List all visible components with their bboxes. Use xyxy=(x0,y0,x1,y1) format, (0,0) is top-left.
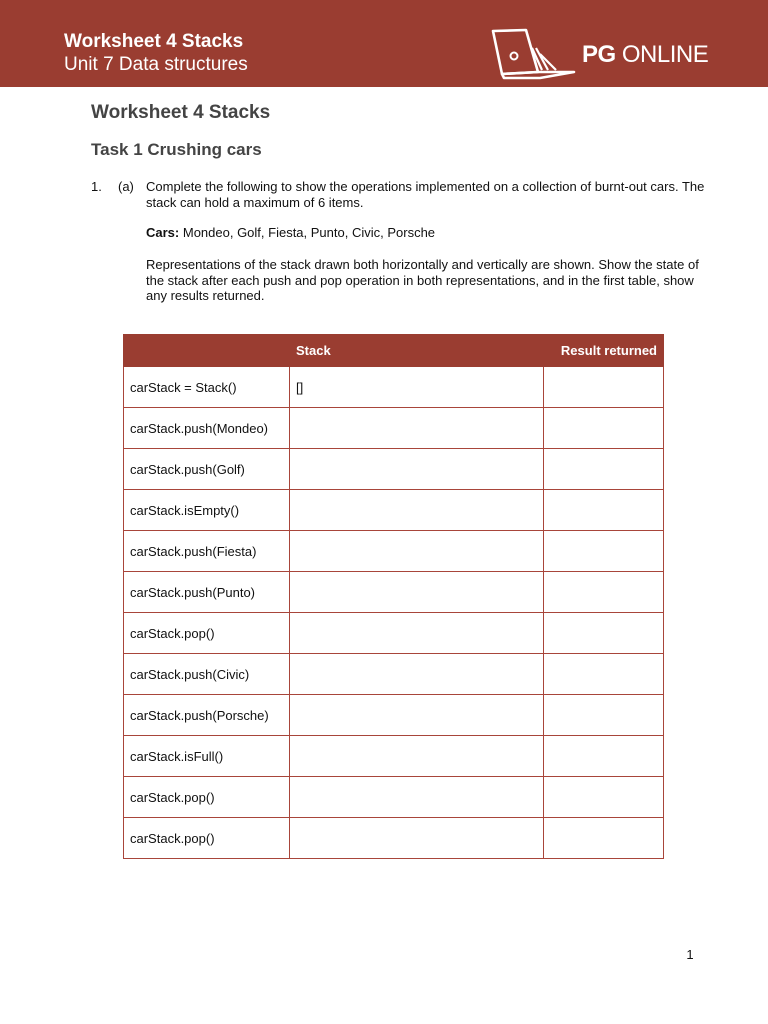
table-row xyxy=(124,572,664,613)
page-number: 1 xyxy=(686,947,694,962)
header-operation xyxy=(124,335,290,367)
result-cell[interactable] xyxy=(544,613,664,654)
logo-bold-text: PG xyxy=(582,41,616,68)
cars-line xyxy=(146,225,706,241)
stack-cell[interactable] xyxy=(290,613,544,654)
laptop-icon xyxy=(490,28,580,82)
page-header xyxy=(0,0,768,87)
result-cell[interactable] xyxy=(544,818,664,859)
table-row xyxy=(124,367,664,408)
question-number: 1. xyxy=(91,179,102,194)
stack-cell[interactable] xyxy=(290,572,544,613)
table-row xyxy=(124,736,664,777)
header-subtitle: Unit 7 Data structures xyxy=(64,54,248,75)
logo-light-text: ONLINE xyxy=(615,41,709,68)
stack-operations-table xyxy=(123,334,664,859)
result-cell[interactable] xyxy=(544,367,664,408)
pg-online-logo xyxy=(490,28,710,82)
operation-cell: carStack.push(Civic) xyxy=(124,654,290,695)
table-row xyxy=(124,613,664,654)
stack-cell[interactable] xyxy=(290,531,544,572)
table-row xyxy=(124,654,664,695)
table-row xyxy=(124,777,664,818)
result-cell[interactable] xyxy=(544,572,664,613)
operation-cell: carStack.push(Porsche) xyxy=(124,695,290,736)
operation-cell: carStack.pop() xyxy=(124,613,290,654)
operation-cell: carStack.push(Punto) xyxy=(124,572,290,613)
operation-cell: carStack = Stack() xyxy=(124,367,290,408)
result-cell[interactable] xyxy=(544,695,664,736)
table-row xyxy=(124,818,664,859)
operation-cell: carStack.push(Golf) xyxy=(124,449,290,490)
header-result-returned: Result returned xyxy=(544,335,664,367)
stack-cell[interactable] xyxy=(290,736,544,777)
header-stack: Stack xyxy=(290,335,544,367)
result-cell[interactable] xyxy=(544,449,664,490)
table-row xyxy=(124,408,664,449)
stack-cell[interactable] xyxy=(290,818,544,859)
stack-cell[interactable]: [] xyxy=(290,367,544,408)
result-cell[interactable] xyxy=(544,736,664,777)
stack-cell[interactable] xyxy=(290,777,544,818)
result-cell[interactable] xyxy=(544,531,664,572)
operation-cell: carStack.isEmpty() xyxy=(124,490,290,531)
stack-cell[interactable] xyxy=(290,449,544,490)
table-header-row xyxy=(124,335,664,367)
question-instructions: Representations of the stack drawn both horizontally and vertically are shown. Show the state of the stack after each push and pop operation in both representations, and in the first table, show any results returned. xyxy=(146,257,699,303)
operation-cell: carStack.pop() xyxy=(124,777,290,818)
question-intro: Complete the following to show the operations implemented on a collection of burnt-out cars. The stack can hold a maximum of 6 items. xyxy=(146,179,705,210)
result-cell[interactable] xyxy=(544,777,664,818)
operation-cell: carStack.isFull() xyxy=(124,736,290,777)
question-part: (a) xyxy=(118,179,134,194)
table-row xyxy=(124,695,664,736)
document-title: Worksheet 4 Stacks xyxy=(91,102,271,123)
table-row xyxy=(124,449,664,490)
stack-cell[interactable] xyxy=(290,695,544,736)
result-cell[interactable] xyxy=(544,654,664,695)
cars-label: Cars: xyxy=(146,225,180,240)
stack-cell[interactable] xyxy=(290,408,544,449)
stack-cell[interactable] xyxy=(290,654,544,695)
result-cell[interactable] xyxy=(544,408,664,449)
result-cell[interactable] xyxy=(544,490,664,531)
table-row xyxy=(124,531,664,572)
operation-cell: carStack.push(Mondeo) xyxy=(124,408,290,449)
cars-list: Mondeo, Golf, Fiesta, Punto, Civic, Porsche xyxy=(179,225,436,240)
task-title: Task 1 Crushing cars xyxy=(91,140,262,159)
stack-cell[interactable] xyxy=(290,490,544,531)
logo-wordmark xyxy=(582,41,708,69)
header-title: Worksheet 4 Stacks xyxy=(64,31,244,52)
operation-cell: carStack.push(Fiesta) xyxy=(124,531,290,572)
operation-cell: carStack.pop() xyxy=(124,818,290,859)
table-row xyxy=(124,490,664,531)
